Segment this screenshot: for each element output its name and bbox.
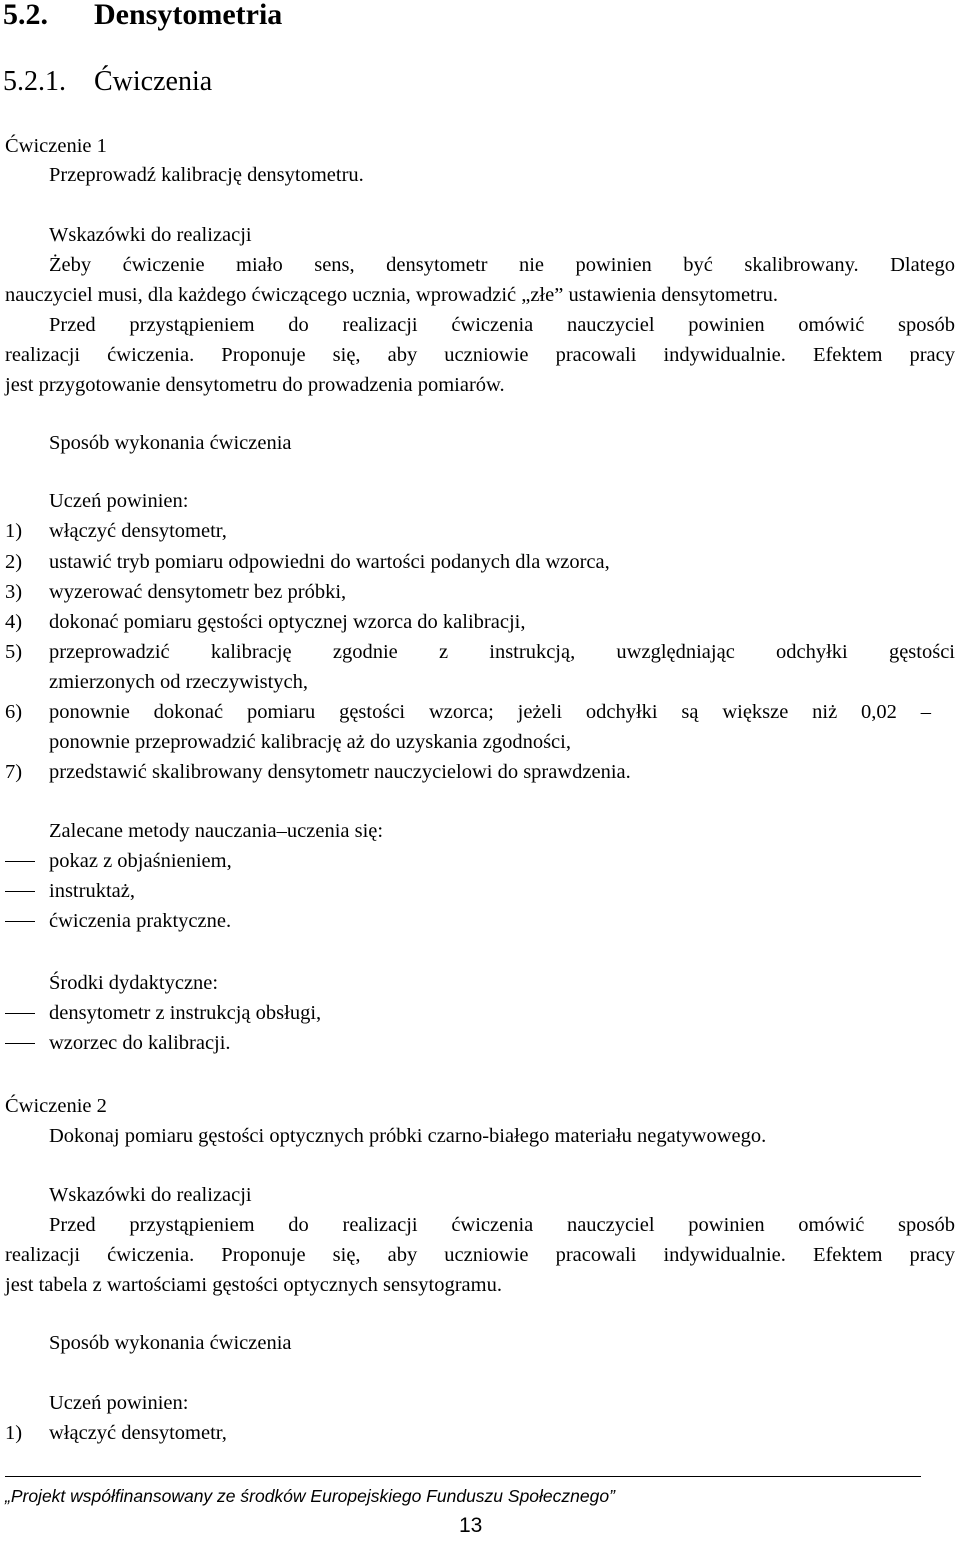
step-text: zmierzonych od rzeczywistych,: [49, 671, 308, 693]
page-number: 13: [459, 1514, 483, 1537]
exercise2-title: Ćwiczenie 2: [5, 1095, 107, 1117]
step-number: 6): [5, 701, 23, 723]
exercise2-guidance-line: realizacji ćwiczenia. Proponuje się, aby uczniowie pracowali indywidualnie. Efektem pracy: [5, 1244, 955, 1266]
aids-item: wzorzec do kalibracji.: [49, 1032, 231, 1054]
step-number: 7): [5, 761, 23, 783]
dash-bullet: [5, 1043, 35, 1044]
exercise1-guidance-line: Przed przystąpieniem do realizacji ćwiczenia nauczyciel powinien omówić sposób: [49, 314, 955, 336]
step-text: ustawić tryb pomiaru odpowiedni do wartości podanych dla wzorca,: [49, 551, 610, 573]
methods-item: ćwiczenia praktyczne.: [49, 910, 232, 932]
step-number: 4): [5, 611, 23, 633]
exercise2-guidance-line: Przed przystąpieniem do realizacji ćwiczenia nauczyciel powinien omówić sposób: [49, 1214, 955, 1236]
methods-item: instruktaż,: [49, 880, 135, 902]
step-number: 3): [5, 581, 23, 603]
step-text: dokonać pomiaru gęstości optycznej wzorca do kalibracji,: [49, 611, 526, 633]
exercise2-task: Dokonaj pomiaru gęstości optycznych próbki czarno-białego materiału negatywowego.: [49, 1125, 767, 1147]
exercise1-guidance-label: Wskazówki do realizacji: [49, 224, 252, 246]
dash-bullet: [5, 891, 35, 892]
dash-bullet: [5, 1013, 35, 1014]
exercise1-method-label: Sposób wykonania ćwiczenia: [49, 432, 292, 454]
subsection-title: Ćwiczenia: [94, 66, 213, 97]
section-number: 5.2.: [3, 0, 48, 31]
exercise1-student-label: Uczeń powinien:: [49, 490, 189, 512]
exercise1-guidance-line: Żeby ćwiczenie miało sens, densytometr nie powinien być skalibrowany. Dlatego: [49, 254, 955, 276]
step-text: włączyć densytometr,: [49, 520, 227, 542]
step-number: 1): [5, 520, 23, 542]
exercise2-student-label: Uczeń powinien:: [49, 1392, 189, 1414]
dash-bullet: [5, 921, 35, 922]
step-text: przedstawić skalibrowany densytometr nauczycielowi do sprawdzenia.: [49, 761, 631, 783]
exercise2-guidance-line: jest tabela z wartościami gęstości optycznych sensytogramu.: [5, 1274, 502, 1296]
exercise1-task: Przeprowadź kalibrację densytometru.: [49, 164, 364, 186]
section-title: Densytometria: [94, 0, 283, 31]
step-number: 1): [5, 1422, 23, 1444]
step-text: włączyć densytometr,: [49, 1422, 227, 1444]
exercise1-guidance-line: realizacji ćwiczenia. Proponuje się, aby uczniowie pracowali indywidualnie. Efektem pracy: [5, 344, 955, 366]
step-text: wyzerować densytometr bez próbki,: [49, 581, 347, 603]
dash-bullet: [5, 861, 35, 862]
step-text: ponownie przeprowadzić kalibrację aż do uzyskania zgodności,: [49, 731, 571, 753]
methods-label: Zalecane metody nauczania–uczenia się:: [49, 820, 384, 842]
step-text: ponownie dokonać pomiaru gęstości wzorca; jeżeli odchyłki są większe niż 0,02 –: [49, 701, 931, 723]
step-text: przeprowadzić kalibrację zgodnie z instrukcją, uwzględniając odchyłki gęstości: [49, 641, 955, 663]
step-number: 5): [5, 641, 23, 663]
footer-text: „Projekt współfinansowany ze środków Europejskiego Funduszu Społecznego”: [5, 1486, 615, 1506]
subsection-heading: [3, 66, 213, 98]
exercise1-guidance-line: jest przygotowanie densytometru do prowadzenia pomiarów.: [5, 374, 505, 396]
aids-item: densytometr z instrukcją obsługi,: [49, 1002, 322, 1024]
step-number: 2): [5, 551, 23, 573]
subsection-number: 5.2.1.: [3, 66, 66, 97]
aids-label: Środki dydaktyczne:: [49, 972, 219, 994]
footer-rule: [5, 1476, 921, 1477]
exercise2-guidance-label: Wskazówki do realizacji: [49, 1184, 252, 1206]
exercise2-method-label: Sposób wykonania ćwiczenia: [49, 1332, 292, 1354]
methods-item: pokaz z objaśnieniem,: [49, 850, 232, 872]
exercise1-title: Ćwiczenie 1: [5, 135, 107, 157]
exercise1-guidance-line: nauczyciel musi, dla każdego ćwiczącego ucznia, wprowadzić „złe” ustawienia densytometru.: [5, 284, 778, 306]
section-heading: [3, 0, 283, 32]
